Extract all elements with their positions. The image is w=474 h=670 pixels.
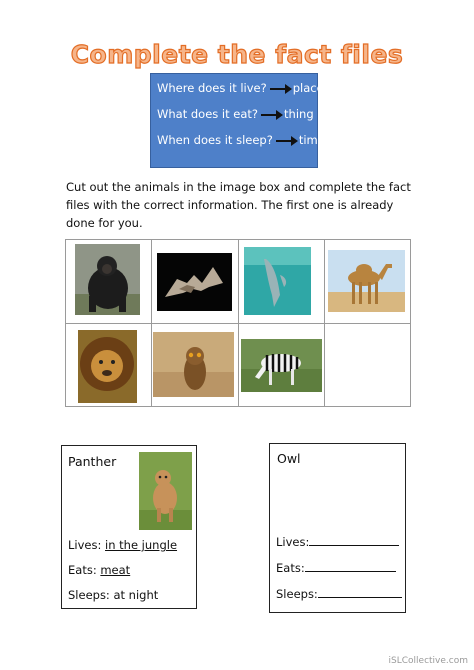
- arrow-right-icon: [261, 110, 283, 120]
- sleeps-label: Sleeps:: [276, 587, 318, 601]
- panther-photo: [139, 452, 192, 530]
- lives-blank[interactable]: [309, 534, 399, 546]
- lives-line: [276, 534, 399, 549]
- eats-line: [68, 563, 130, 577]
- watermark: iSLCollective.com: [388, 656, 468, 666]
- image-cell: [66, 323, 152, 407]
- question-text: What does it eat?: [157, 107, 259, 121]
- lives-line: [68, 538, 177, 552]
- answer-text: place: [292, 81, 324, 95]
- image-cell: [238, 323, 324, 407]
- sleeps-label: Sleeps:: [68, 588, 110, 602]
- lives-value: in the jungle: [105, 538, 178, 552]
- owl-photo[interactable]: [153, 332, 234, 397]
- bat-photo[interactable]: [157, 253, 232, 311]
- answer-text: thing: [284, 107, 314, 121]
- lion-photo[interactable]: [78, 330, 137, 403]
- image-cell: [324, 240, 410, 324]
- arrow-right-icon: [276, 136, 298, 146]
- sleeps-line: [276, 586, 402, 601]
- image-box: [65, 239, 411, 407]
- image-cell: [152, 240, 238, 324]
- image-cell-empty: [324, 323, 410, 407]
- image-cell: [238, 240, 324, 324]
- sleeps-line: [68, 588, 158, 602]
- eats-value: meat: [100, 563, 131, 577]
- eats-line: [276, 560, 396, 575]
- answer-text: time: [298, 133, 325, 147]
- sleeps-value: at night: [113, 588, 159, 602]
- question-text: Where does it live?: [157, 81, 267, 95]
- image-cell: [152, 323, 238, 407]
- question-row: [157, 107, 314, 125]
- camel-photo[interactable]: [328, 250, 405, 312]
- eats-blank[interactable]: [305, 560, 396, 572]
- fact-file-name: Owl: [277, 451, 301, 466]
- lives-label: Lives:: [68, 538, 102, 552]
- question-row: [157, 133, 325, 151]
- zebra-photo[interactable]: [241, 339, 322, 392]
- fact-file-owl: [269, 443, 406, 613]
- gorilla-photo[interactable]: [75, 244, 140, 315]
- eats-label: Eats:: [276, 561, 305, 575]
- eats-label: Eats:: [68, 563, 97, 577]
- instructions-text: Cut out the animals in the image box and complete the fact files with the correct information. The first one is already done for you.: [66, 180, 411, 230]
- fact-file-name: Panther: [68, 454, 117, 469]
- question-box: [150, 73, 325, 168]
- sleeps-blank[interactable]: [318, 586, 402, 598]
- worksheet-title: Complete the fact files: [70, 40, 404, 69]
- image-cell: [66, 240, 152, 324]
- arrow-right-icon: [270, 84, 292, 94]
- question-row: [157, 81, 324, 99]
- fact-file-panther: [61, 445, 197, 609]
- question-text: When does it sleep?: [157, 133, 273, 147]
- lives-label: Lives:: [276, 535, 310, 549]
- dolphin-photo[interactable]: [244, 247, 311, 315]
